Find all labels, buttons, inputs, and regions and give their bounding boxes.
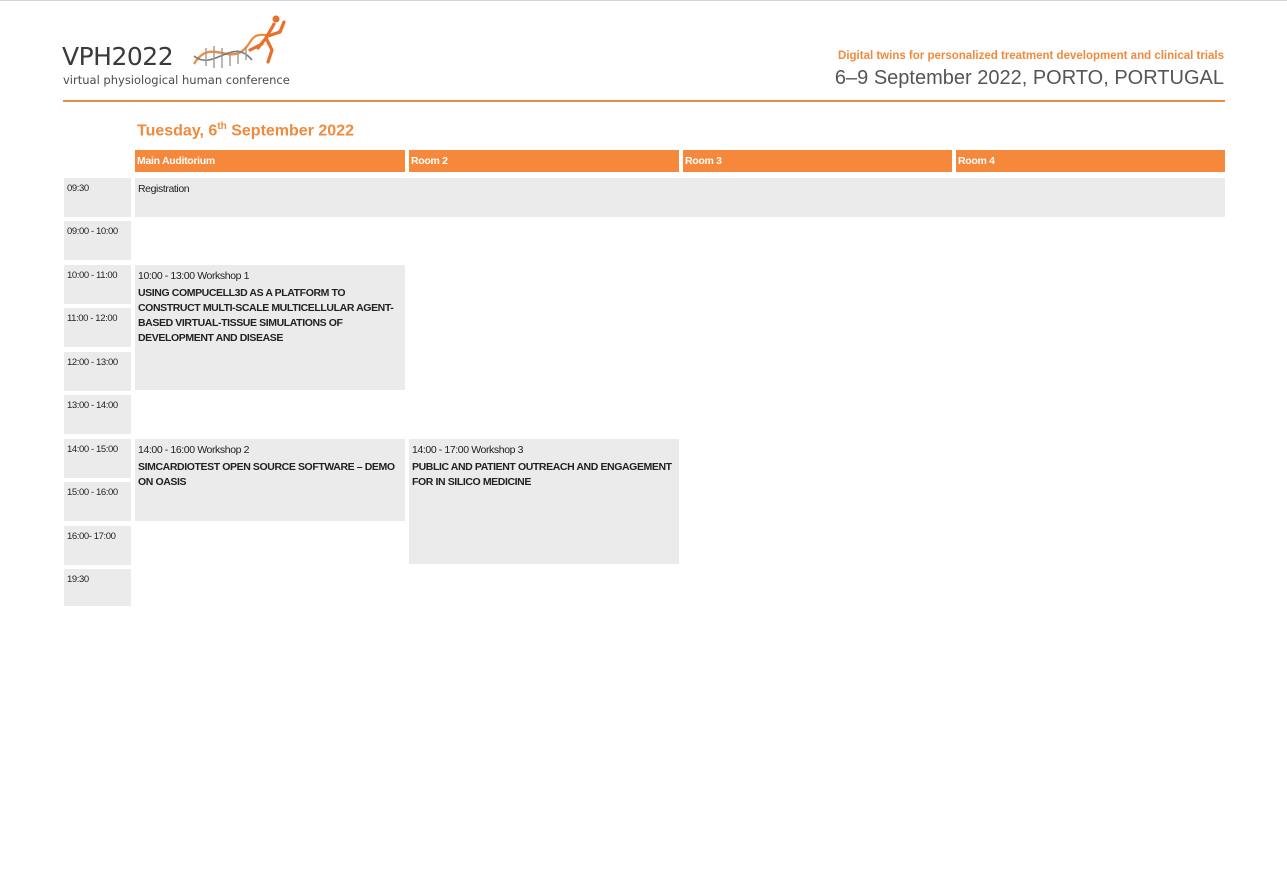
room-header-main-auditorium: Main Auditorium [135,150,405,172]
conference-dates: 6–9 September 2022, PORTO, PORTUGAL [834,67,1224,89]
workshop-2-time: 14:00 - 16:00 Workshop 2 [138,444,250,456]
registration-block [135,178,1225,217]
workshop-3-title: PUBLIC AND PATIENT OUTREACH AND ENGAGEMENT FOR IN SILICO MEDICINE [412,460,672,488]
workshop-2-title: SIMCARDIOTEST OPEN SOURCE SOFTWARE – DEMO ON OASIS [138,460,395,488]
workshop-1-block [135,265,405,390]
conference-tagline: Digital twins for personalized treatment development and clinical trials [838,50,1224,62]
time-slot-1200-1300: 12:00 - 13:00 [64,352,131,391]
top-border [0,0,1287,1]
time-slot-1400-1500: 14:00 - 15:00 [64,439,131,478]
time-slot-1500-1600: 15:00 - 16:00 [64,482,131,521]
logo-subtitle: virtual physiological human conference [63,73,290,87]
workshop-1-title: USING COMPUCELL3D AS A PLATFORM TO CONSTRUCT MULTI-SCALE MULTICELLULAR AGENT-BASED VIRTUAL-TISSUE SIMULATIONS OF DEVELOPMENT AND DISEASE [138,286,394,344]
workshop-2-block [135,439,405,521]
time-slot-1100-1200: 11:00 - 12:00 [64,308,131,347]
workshop-3-block [409,439,679,564]
time-slot-1300-1400: 13:00 - 14:00 [64,395,131,434]
workshop-1-time: 10:00 - 13:00 Workshop 1 [138,270,250,282]
room-header-room-4: Room 4 [956,150,1225,172]
workshop-3-time: 14:00 - 17:00 Workshop 3 [412,444,524,456]
day-title-suffix: September 2022 [226,122,354,140]
dna-runner-logo-icon [192,14,288,76]
day-title-prefix: Tuesday, 6 [137,122,218,140]
header-divider [63,100,1225,102]
day-title-ordinal: th [217,121,227,132]
vph2022-logo [62,14,292,94]
day-title [137,122,354,139]
time-slot-0930: 09:30 [64,178,131,217]
time-slot-0900-1000: 09:00 - 10:00 [64,221,131,260]
room-header-room-3: Room 3 [683,150,952,172]
logo-wordmark: VPH2022 [62,42,174,71]
time-slot-1930: 19:30 [64,569,131,606]
registration-label: Registration [138,183,190,195]
room-header-room-2: Room 2 [409,150,679,172]
time-slot-1600-1700: 16:00- 17:00 [64,526,131,565]
time-slot-1000-1100: 10:00 - 11:00 [64,265,131,304]
